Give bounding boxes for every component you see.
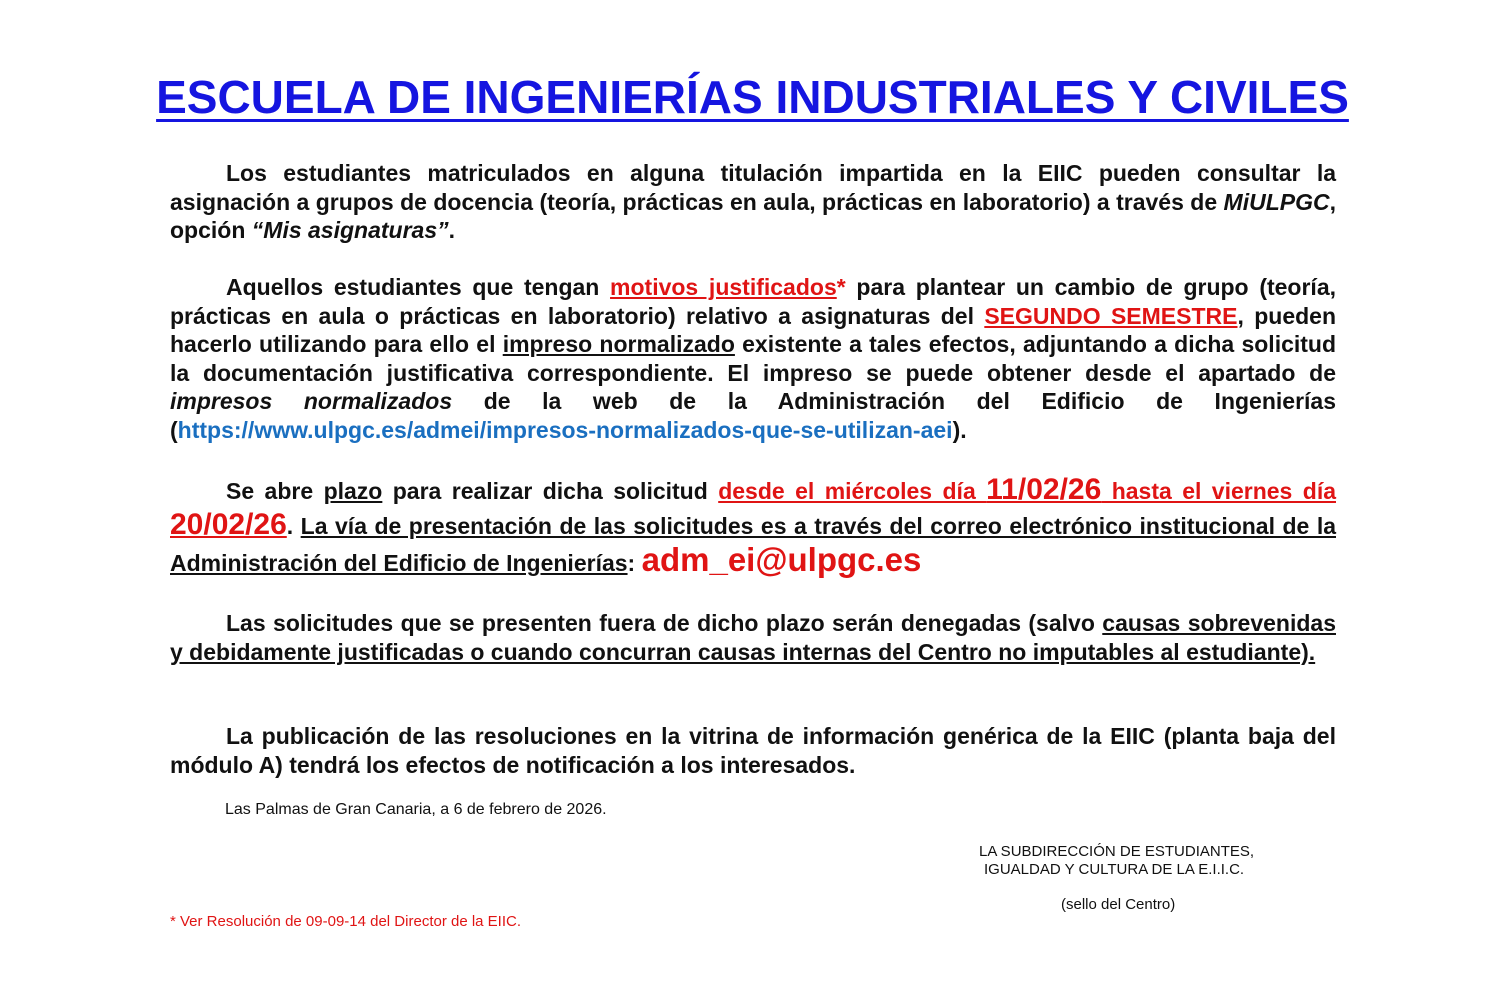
place-and-date: Las Palmas de Gran Canaria, a 6 de febrero de 2026. xyxy=(225,801,607,818)
paragraph-publication xyxy=(170,722,1336,779)
submission-channel-text: La vía de presentación de las solicitudes es a través del correo electrónico institucional de la Administración del Edificio de Ingenierías xyxy=(170,513,1336,576)
seal-note: (sello del Centro) xyxy=(1061,896,1176,913)
p3-text-2: para realizar dicha solicitud xyxy=(382,478,719,504)
forms-url-link[interactable]: https://www.ulpgc.es/admei/impresos-normalizados-que-se-utilizan-aei xyxy=(177,416,953,443)
p2-text-4: existente a tales efectos, adjuntando a dicha solicitud la documentación justificativa correspondiente. El impreso se puede obtener desde el apartado de xyxy=(170,331,1337,386)
p1-text-1: Los estudiantes matriculados en alguna titulación impartida en la EIIC pueden consultar la asignación a grupos de docencia (teoría, prácticas en aula, prácticas en laboratorio) a través de xyxy=(170,160,1336,215)
paragraph-consult-groups xyxy=(170,159,1336,245)
p3-text-1: Se abre xyxy=(226,478,324,504)
signature-line-1: LA SUBDIRECCIÓN DE ESTUDIANTES, xyxy=(979,843,1255,860)
footnote: * Ver Resolución de 09-09-14 del Director de la EIIC. xyxy=(170,913,522,930)
p2-text-5: de la web de la Administración del Edificio de Ingenierías ( xyxy=(170,388,1336,443)
page-title: ESCUELA DE INGENIERÍAS INDUSTRIALES Y CIVILES xyxy=(156,71,1349,123)
p2-text-1: Aquellos estudiantes que tengan xyxy=(226,274,611,300)
start-date: 11/02/26 xyxy=(986,473,1102,506)
p3-text-4: : xyxy=(627,550,642,576)
end-date: 20/02/26 xyxy=(170,508,287,541)
p1-text-2: , opción xyxy=(170,188,1336,243)
impreso-normalizado-text: impreso normalizado xyxy=(502,331,735,357)
plazo-text: plazo xyxy=(323,478,383,504)
segundo-semestre-text: SEGUNDO SEMESTRE xyxy=(984,302,1238,329)
signature-line-2: IGUALDAD Y CULTURA DE LA E.I.I.C. xyxy=(984,861,1245,878)
footnote-asterisk: * xyxy=(836,274,846,300)
hasta-text: hasta el viernes día xyxy=(1101,478,1336,504)
p3-text-3: . xyxy=(286,513,301,539)
mis-asignaturas-term: “Mis asignaturas” xyxy=(251,217,449,243)
desde-text: desde el miércoles día xyxy=(718,478,987,504)
paragraph-change-request xyxy=(170,273,1336,444)
impresos-normalizados-term: impresos normalizados xyxy=(170,388,453,414)
motivos-justificados-text: motivos justificados xyxy=(610,274,837,300)
p2-text-6: ). xyxy=(952,416,967,443)
miulpgc-term: MiULPGC xyxy=(1223,188,1330,215)
paragraph-late-requests xyxy=(170,609,1336,666)
p2-text-2: para plantear un cambio de grupo (teoría, prácticas en aula o prácticas en laboratorio) relativo a asignaturas del xyxy=(170,274,1336,329)
p4-text-1: Las solicitudes que se presenten fuera de dicho plazo serán denegadas (salvo xyxy=(226,610,1103,636)
paragraph-deadline xyxy=(170,473,1336,580)
p2-text-3: , pueden hacerlo utilizando para ello el xyxy=(170,302,1337,357)
email-address-link[interactable]: adm_ei@ulpgc.es xyxy=(641,541,922,578)
exceptions-text: causas sobrevenidas y debidamente justificadas o cuando concurran causas internas del Centro no imputables al estudiante). xyxy=(170,610,1336,665)
p1-text-3: . xyxy=(448,217,456,243)
p5-text-1: La publicación de las resoluciones en la vitrina de información genérica de la EIIC (planta baja del módulo A) tendrá los efectos de notificación a los interesados. xyxy=(170,723,1336,778)
